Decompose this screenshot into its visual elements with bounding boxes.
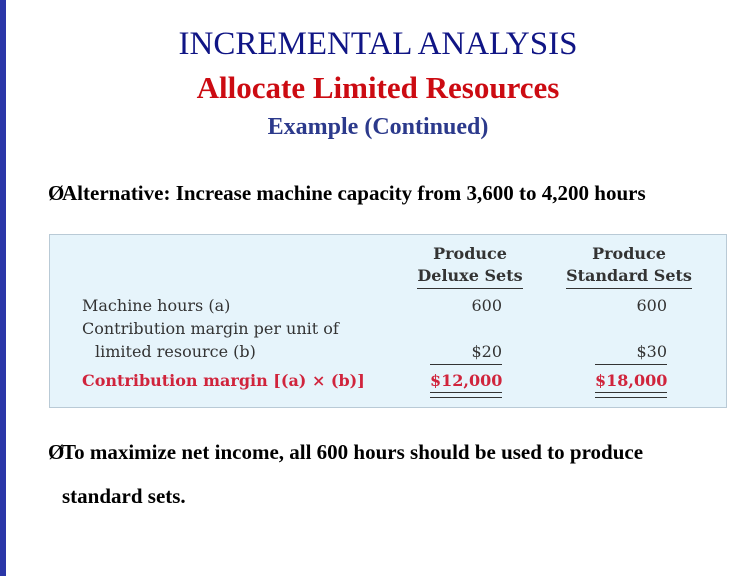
bullet-alternative-text: Alternative: Increase machine capacity from 3,600 to 4,200 hours: [62, 181, 646, 205]
total-double-line-standard: [595, 392, 667, 398]
row-label-contribution-margin: Contribution margin [(a) × (b)]: [82, 371, 365, 390]
row-label-cm-per-unit: Contribution margin per unit of: [82, 319, 339, 338]
arrow-bullet-icon: Ø: [48, 440, 65, 464]
column-header-deluxe: [410, 243, 530, 289]
slide-title: INCREMENTAL ANALYSIS: [178, 26, 578, 62]
bullet-conclusion-text: To maximize net income, all 600 hours should be used to produce: [62, 440, 644, 464]
column-header-standard-line2: Standard Sets: [566, 265, 692, 289]
column-header-standard: [564, 243, 694, 289]
contribution-margin-table: [49, 234, 727, 408]
slide-subtitle: Allocate Limited Resources: [196, 70, 560, 105]
bullet-alternative: [48, 181, 646, 206]
column-header-deluxe-line1: Produce: [433, 244, 507, 263]
row-label-machine-hours: Machine hours (a): [82, 296, 231, 315]
bullet-conclusion: [48, 440, 643, 465]
arrow-bullet-icon: Ø: [48, 181, 65, 205]
cell-machine-hours-deluxe: 600: [471, 296, 502, 315]
total-double-line-deluxe: [430, 392, 502, 398]
column-header-standard-line1: Produce: [592, 244, 666, 263]
subtotal-line-deluxe: [430, 364, 502, 365]
subtotal-line-standard: [595, 364, 667, 365]
slide-example-heading: Example (Continued): [267, 114, 489, 140]
column-header-deluxe-line2: Deluxe Sets: [417, 265, 522, 289]
cell-cm-per-unit-deluxe: $20: [471, 342, 502, 361]
cell-contribution-margin-standard: $18,000: [595, 371, 668, 390]
cell-machine-hours-standard: 600: [636, 296, 667, 315]
cell-contribution-margin-deluxe: $12,000: [430, 371, 503, 390]
bullet-conclusion-continuation: standard sets.: [62, 484, 186, 508]
row-label-cm-per-unit-cont: limited resource (b): [95, 342, 256, 361]
cell-cm-per-unit-standard: $30: [636, 342, 667, 361]
